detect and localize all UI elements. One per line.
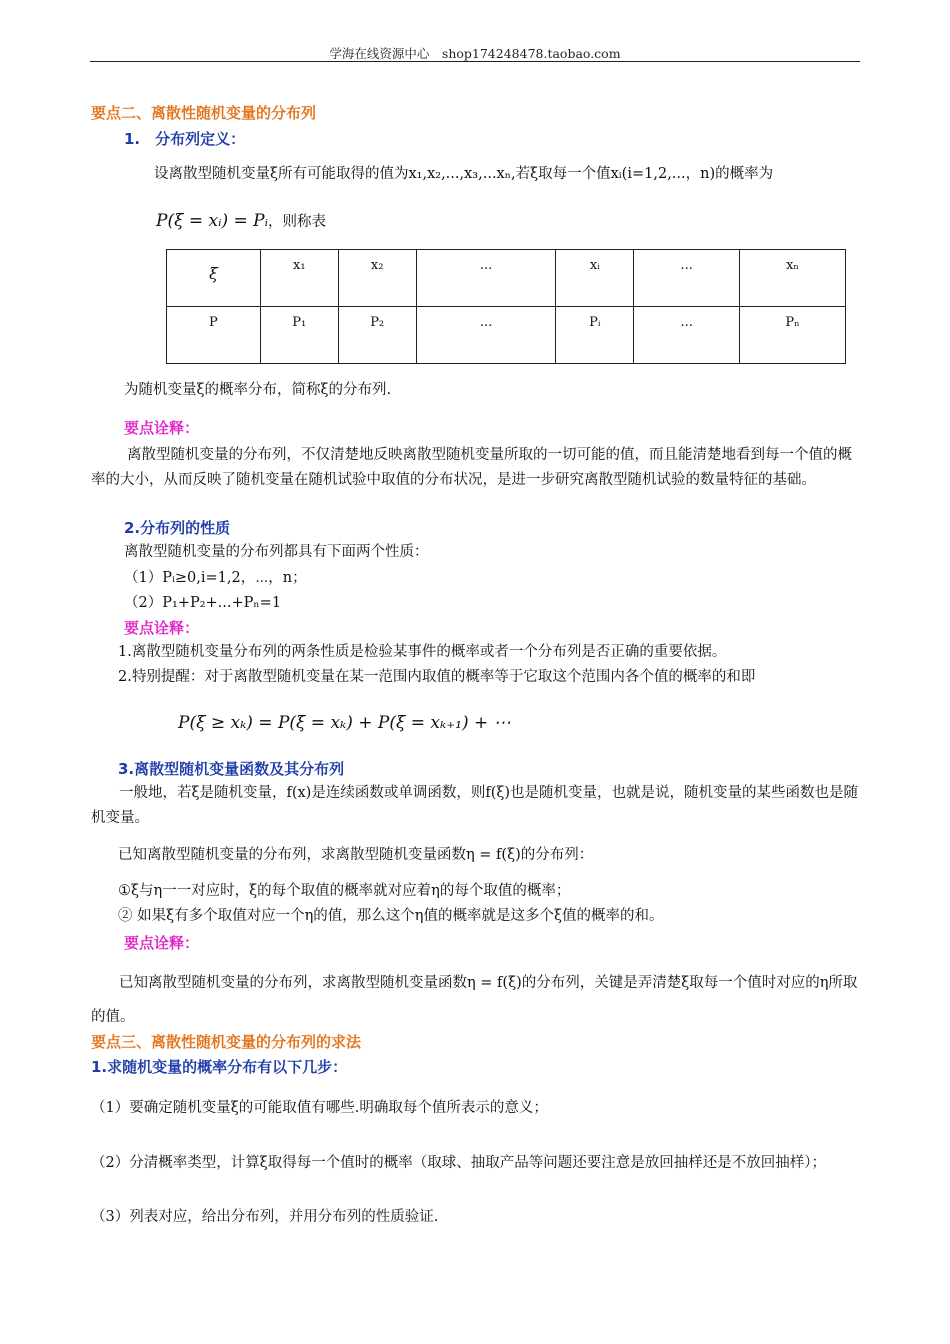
table-cell: xᵢ (556, 250, 634, 307)
table-caption: 为随机变量ξ的概率分布，简称ξ的分布列. (124, 382, 392, 398)
note2-title: 要点诠释： (124, 619, 200, 637)
table-cell: ... (416, 307, 556, 364)
table-cell: ... (634, 250, 740, 307)
sub2-title: 2.分布列的性质 (124, 519, 231, 537)
step-1: （1）要确定随机变量ξ的可能取值有哪些.明确取每个值所表示的意义； (91, 1100, 548, 1116)
table-cell: P (167, 307, 261, 364)
distribution-table (166, 249, 846, 364)
table-cell: ... (416, 250, 556, 307)
property-1: （1）Pᵢ≥0,i=1,2，⋯，n； (124, 570, 307, 586)
sub3-paragraph: 一般地，若ξ是随机变量，f(x)是连续函数或单调函数，则f(ξ)也是随机变量，也就是说，随机变量的某些函数也是随机变量。 (91, 785, 859, 826)
sub3-case-2: ② 如果ξ有多个取值对应一个η的值，那么这个η值的概率就是这多个ξ值的概率的和。 (118, 908, 664, 924)
table-row-probabilities (167, 307, 846, 364)
section2-title: 要点二、离散性随机变量的分布列 (91, 104, 317, 122)
note3-text: 已知离散型随机变量的分布列，求离散型随机变量函数η = f(ξ)的分布列，关键是弄清楚ξ取每一个值时对应的η所取的值。 (91, 975, 858, 1025)
table-cell: Pᵢ (556, 307, 634, 364)
table-cell: x₂ (338, 250, 416, 307)
step-2-text: （2）分清概率类型，计算ξ取得每一个值时的概率（取球、抽取产品等问题还要注意是放回抽样还是不放回抽样）； (91, 1155, 826, 1171)
property-2: （2）P₁+P₂+...+Pₙ=1 (124, 595, 282, 611)
sub1-title: 1. 分布列定义： (124, 130, 246, 148)
sub3-case-1: ①ξ与η一一对应时，ξ的每个取值的概率就对应着η的每个取值的概率； (118, 883, 571, 899)
note2-line1: 1.离散型随机变量分布列的两条性质是检验某事件的概率或者一个分布列是否正确的重要依据。 (118, 644, 727, 660)
step-2 (91, 1146, 861, 1180)
sub3-problem: 已知离散型随机变量的分布列，求离散型随机变量函数η = f(ξ)的分布列： (118, 847, 594, 863)
table-cell: P₁ (260, 307, 338, 364)
note2-line2: 2.特别提醒：对于离散型随机变量在某一范围内取值的概率等于它取这个范围内各个值的概率的和即 (118, 669, 756, 685)
section3-title: 要点三、离散性随机变量的分布列的求法 (91, 1033, 362, 1051)
table-row-values (167, 250, 846, 307)
definition-formula-suffix: ，则称表 (268, 214, 327, 230)
note1-text: 离散型随机变量的分布列，不仅清楚地反映离散型随机变量所取的一切可能的值，而且能清楚地看到每一个值的概率的大小，从而反映了随机变量在随机试验中取值的分布状况，是进一步研究离散型随机试验的数量特征的基础。 (91, 447, 852, 488)
section3-subtitle: 1.求随机变量的概率分布有以下几步： (91, 1058, 348, 1076)
header-rule (90, 61, 860, 62)
sum-formula: P(ξ ≥ xₖ) = P(ξ = xₖ) + P(ξ = xₖ₊₁) + ⋯ (178, 713, 511, 733)
definition-formula: P(ξ = xᵢ) = Pᵢ (156, 211, 269, 231)
sub2-intro: 离散型随机变量的分布列都具有下面两个性质： (124, 544, 429, 560)
table-cell: x₁ (260, 250, 338, 307)
table-cell: xₙ (740, 250, 846, 307)
note1-title: 要点诠释： (124, 419, 200, 437)
sub3-title: 3.离散型随机变量函数及其分布列 (118, 760, 345, 778)
page-header: 学海在线资源中心 shop174248478.taobao.com (329, 46, 621, 61)
table-cell: ... (634, 307, 740, 364)
definition-line: 设离散型随机变量ξ所有可能取得的值为x₁,x₂,...,x₃,...xₙ,若ξ取每一个值xᵢ(i=1,2,...，n)的概率为 (154, 166, 774, 182)
step-3: （3）列表对应，给出分布列，并用分布列的性质验证. (91, 1209, 439, 1225)
table-cell: Pₙ (740, 307, 846, 364)
definition-formula-line (156, 211, 326, 232)
table-cell: ξ (167, 250, 261, 307)
table-cell: P₂ (338, 307, 416, 364)
note3-title: 要点诠释： (124, 934, 200, 952)
